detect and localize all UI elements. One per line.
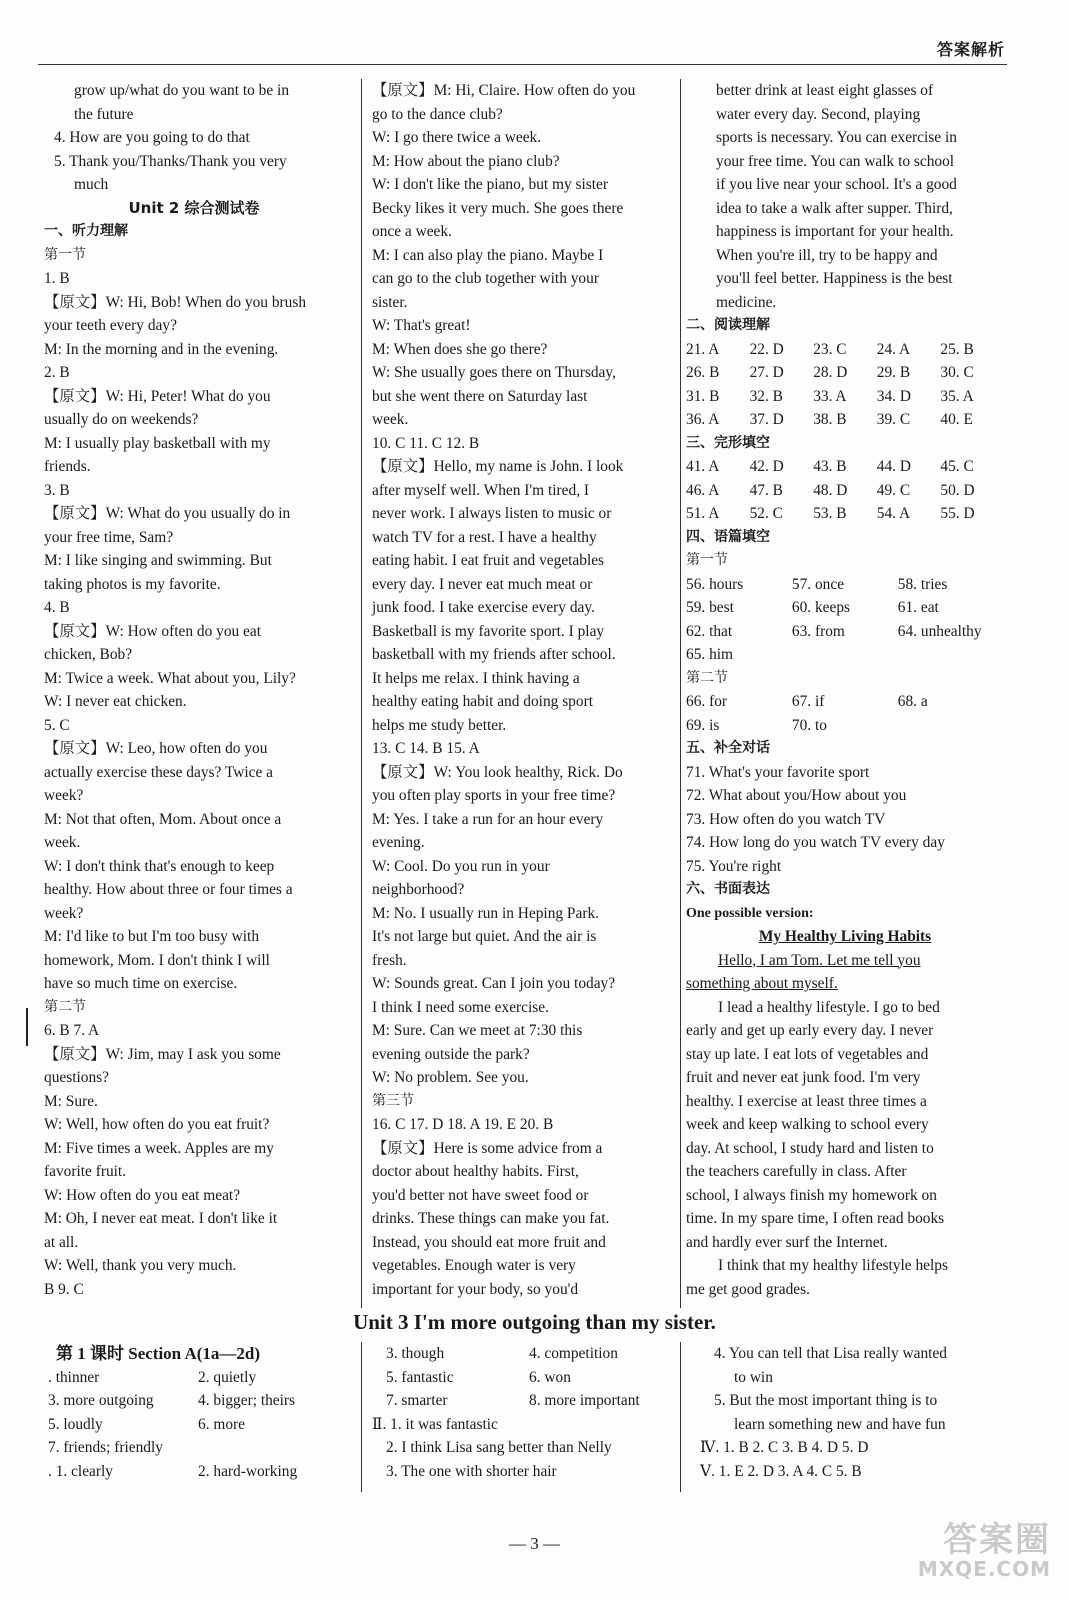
text-line: drinks. These things can make you fat.	[372, 1210, 610, 1227]
text-line: M: I'd like to but I'm too busy with	[44, 928, 260, 945]
text-line: early and get up early every day. I never	[686, 1022, 934, 1039]
answer: 49. C	[876, 481, 911, 499]
text-line: homework, Mom. I don't think I will	[44, 951, 270, 969]
watermark	[918, 1522, 1051, 1580]
text-line: 【原文】W: Hi, Bob! When do you brush	[44, 293, 307, 311]
text-line: 16. C 17. D 18. A 19. E 20. B	[372, 1116, 554, 1133]
text-line: evening outside the park?	[372, 1045, 530, 1063]
text-line: W: I don't think that's enough to keep	[44, 857, 275, 875]
answer: 60. keeps	[791, 599, 851, 616]
text-line: week and keep walking to school every	[686, 1116, 929, 1133]
unit3-column-1	[48, 1342, 348, 1483]
text-line: 4. B	[44, 599, 70, 616]
answer: 28. D	[813, 364, 848, 381]
text-line: chicken, Bob?	[44, 646, 133, 663]
answer: 50. D	[940, 481, 975, 499]
answer: 45. C	[940, 458, 974, 475]
text-line: doctor about healthy habits. First,	[372, 1163, 579, 1180]
answer: 69. is	[686, 716, 720, 734]
text-line: M: When does she go there?	[372, 340, 548, 358]
text-line: 【原文】M: Hi, Claire. How often do you	[372, 82, 636, 99]
text-line: 10. C 11. C 12. B	[372, 434, 480, 452]
text-line: 2. B	[44, 364, 70, 381]
unit3-title: Unit 3 I'm more outgoing than my sister.	[353, 1310, 716, 1334]
answer: 58. tries	[897, 575, 948, 593]
answer: 39. C	[876, 411, 911, 428]
text-line: M: Not that often, Mom. About once a	[44, 810, 282, 828]
answer-row	[686, 385, 1004, 409]
text-line: idea to take a walk after supper. Third,	[716, 199, 953, 217]
text-line: important for your body, so you'd	[372, 1280, 579, 1298]
answer: 44. D	[876, 458, 911, 475]
answer: 2. hard-working	[198, 1462, 298, 1480]
text-line: Ⅴ. 1. E 2. D 3. A 4. C 5. B	[700, 1462, 862, 1480]
answer: 2. quietly	[198, 1368, 257, 1386]
answer: 43. B	[813, 458, 847, 475]
text-line: you'll feel better. Happiness is the best	[716, 270, 953, 287]
part-heading: 二、阅读理解	[686, 317, 770, 333]
answer-row	[372, 1342, 672, 1366]
text-line: the teachers carefully in class. After	[686, 1163, 907, 1180]
text-line: week.	[44, 834, 81, 851]
answer-row	[686, 361, 1004, 385]
text-line: Hello, I am Tom. Let me tell you	[718, 951, 921, 969]
answer: 7. smarter	[386, 1392, 448, 1409]
text-line: your free time, Sam?	[44, 528, 174, 546]
lesson-title: 第 1 课时 Section A(1a—2d)	[56, 1344, 260, 1363]
text-line: M: Yes. I take a run for an hour every	[372, 810, 604, 828]
text-line: you often play sports in your free time?	[372, 787, 616, 804]
answer: 59. best	[686, 599, 734, 616]
margin-mark	[26, 1008, 28, 1046]
answer: 66. for	[686, 693, 728, 710]
section-heading: 第二节	[44, 998, 86, 1015]
text-line: junk food. I take exercise every day.	[372, 599, 595, 616]
answer-row	[48, 1460, 348, 1484]
answer: 53. B	[813, 505, 847, 522]
text-line: usually do on weekends?	[44, 411, 199, 428]
answer-row	[48, 1366, 348, 1390]
answer-row	[686, 455, 1004, 479]
text-line: 6. B 7. A	[44, 1022, 100, 1039]
text-line: Basketball is my favorite sport. I play	[372, 622, 605, 640]
text-line: 5. Thank you/Thanks/Thank you very	[54, 152, 287, 170]
answer: 8. more important	[529, 1392, 640, 1409]
answer: 31. B	[686, 387, 720, 405]
text-line: Ⅱ. 1. it was fantastic	[372, 1415, 498, 1433]
text-line: M: Sure. Can we meet at 7:30 this	[372, 1022, 583, 1039]
text-line: and hardly ever surf the Internet.	[686, 1233, 888, 1251]
text-line: neighborhood?	[372, 881, 465, 898]
answer: 22. D	[749, 340, 784, 358]
column-2	[372, 79, 672, 1301]
answer: 4. competition	[529, 1345, 618, 1362]
answer-row	[686, 643, 1004, 667]
text-line: 3. B	[44, 481, 70, 499]
answer: 68. a	[897, 693, 928, 710]
text-line: medicine.	[716, 293, 777, 311]
answer: 38. B	[813, 411, 847, 428]
text-line: once a week.	[372, 223, 452, 240]
answer: 25. B	[940, 340, 974, 358]
answer: 5. fantastic	[386, 1368, 454, 1386]
running-header: 答案解析	[936, 40, 1005, 59]
text-line: 【原文】W: You look healthy, Rick. Do	[372, 763, 623, 781]
answer	[898, 643, 1004, 667]
text-line: learn something new and have fun	[734, 1415, 946, 1433]
answer: 3. more outgoing	[48, 1392, 154, 1409]
answer-row	[48, 1436, 348, 1460]
answer: 42. D	[749, 458, 784, 475]
text-line: happiness is important for your health.	[716, 223, 954, 240]
column-divider-1	[361, 79, 362, 1308]
text-line: 73. How often do you watch TV	[686, 810, 886, 828]
text-line: 【原文】Hello, my name is John. I look	[372, 458, 624, 475]
text-line: W: Sounds great. Can I join you today?	[372, 975, 616, 992]
answer: 47. B	[749, 481, 783, 499]
answer: 24. A	[876, 340, 911, 358]
answer: 27. D	[749, 364, 784, 381]
column-divider-bottom-2	[680, 1342, 681, 1492]
text-line: healthy. I exercise at least three times a	[686, 1092, 927, 1110]
answer-row	[48, 1389, 348, 1413]
answer-row	[686, 620, 1004, 644]
text-line: W: How often do you eat meat?	[44, 1186, 241, 1204]
answer-row	[686, 502, 1004, 526]
text-line: 13. C 14. B 15. A	[372, 740, 480, 757]
essay-title: My Healthy Living Habits	[758, 928, 932, 945]
section-heading: 第一节	[686, 552, 728, 568]
answer-row	[686, 479, 1004, 503]
text-line: much	[74, 176, 109, 193]
text-line: 72. What about you/How about you	[686, 787, 907, 804]
answer	[198, 1436, 348, 1460]
answer-row	[686, 596, 1004, 620]
answer-row	[686, 714, 1004, 738]
text-line: W: I don't like the piano, but my sister	[372, 176, 609, 193]
answer: 37. D	[749, 411, 784, 428]
answer: 63. from	[791, 622, 845, 640]
section-heading: 第二节	[686, 669, 728, 686]
text-line: your teeth every day?	[44, 317, 177, 334]
unit2-title: Unit 2 综合测试卷	[128, 198, 260, 217]
column-3	[686, 79, 1004, 1301]
text-line: W: She usually goes there on Thursday,	[372, 364, 616, 381]
text-line: 2. I think Lisa sang better than Nelly	[386, 1439, 612, 1456]
text-line: fruit and never eat junk food. I'm very	[686, 1069, 921, 1086]
answer: 51. A	[686, 505, 720, 522]
text-line: W: Cool. Do you run in your	[372, 857, 550, 875]
text-line: eating habit. I eat fruit and vegetables	[372, 552, 605, 569]
answer-row	[48, 1413, 348, 1437]
answer: 67. if	[791, 693, 825, 710]
answer: 23. C	[813, 340, 847, 358]
answer-row	[372, 1366, 672, 1390]
text-line: sports is necessary. You can exercise in	[716, 129, 957, 146]
answer: . thinner	[48, 1368, 100, 1386]
text-line: the future	[74, 105, 134, 123]
answer: 21. A	[686, 340, 720, 358]
answer: 40. E	[940, 411, 973, 428]
column-divider-bottom-1	[361, 1342, 362, 1492]
text-line: W: Well, thank you very much.	[44, 1257, 237, 1274]
text-line: 4. You can tell that Lisa really wanted	[714, 1345, 947, 1362]
text-line: W: Well, how often do you eat fruit?	[44, 1116, 270, 1133]
text-line: evening.	[372, 834, 425, 851]
answer: 64. unhealthy	[897, 622, 982, 640]
text-line: Becky likes it very much. She goes there	[372, 199, 624, 217]
unit3-column-2	[372, 1342, 672, 1483]
text-line: watch TV for a rest. I have a healthy	[372, 528, 597, 546]
answer	[898, 714, 1004, 738]
answer: 6. won	[529, 1368, 571, 1386]
text-line: at all.	[44, 1233, 79, 1251]
text-line: I lead a healthy lifestyle. I go to bed	[718, 998, 940, 1016]
text-line: taking photos is my favorite.	[44, 575, 221, 593]
answer: 26. B	[686, 364, 720, 381]
text-line: helps me study better.	[372, 716, 507, 734]
text-line: 5. C	[44, 716, 70, 734]
version-label: One possible version:	[686, 905, 814, 921]
section-heading: 第三节	[372, 1092, 414, 1109]
answer: 34. D	[876, 387, 911, 405]
text-line: fresh.	[372, 951, 407, 969]
text-line: water every day. Second, playing	[716, 105, 921, 123]
answer: 35. A	[940, 387, 974, 405]
text-line: 1. B	[44, 270, 70, 287]
answer-row	[686, 408, 1004, 432]
text-line: but she went there on Saturday last	[372, 387, 588, 405]
text-line: 71. What's your favorite sport	[686, 763, 870, 781]
text-line: week?	[44, 904, 84, 922]
text-line: your free time. You can walk to school	[716, 152, 955, 170]
text-line: basketball with my friends after school.	[372, 646, 616, 663]
answer: 70. to	[791, 716, 827, 734]
text-line: 【原文】Here is some advice from a	[372, 1139, 603, 1157]
answer	[792, 643, 898, 667]
text-line: grow up/what do you want to be in	[74, 82, 290, 99]
text-line: time. In my spare time, I often read books	[686, 1210, 945, 1227]
answer: 48. D	[813, 481, 848, 499]
text-line: better drink at least eight glasses of	[716, 82, 934, 99]
text-line: 4. How are you going to do that	[54, 129, 250, 146]
text-line: healthy. How about three or four times a	[44, 881, 293, 898]
text-line: stay up late. I eat lots of vegetables and	[686, 1045, 929, 1063]
text-line: M: I can also play the piano. Maybe I	[372, 246, 604, 264]
text-line: W: No problem. See you.	[372, 1069, 529, 1086]
text-line: can go to the club together with your	[372, 270, 599, 287]
watermark-url: MXQE.COM	[917, 1557, 1051, 1581]
text-line: go to the dance club?	[372, 105, 503, 123]
text-line: have so much time on exercise.	[44, 975, 238, 992]
text-line: to win	[734, 1368, 773, 1386]
text-line: week?	[44, 787, 84, 804]
text-line: 74. How long do you watch TV every day	[686, 834, 945, 851]
answer: 57. once	[791, 575, 845, 593]
text-line: you'd better not have sweet food or	[372, 1186, 589, 1204]
text-line: I think that my healthy lifestyle helps	[718, 1257, 948, 1274]
text-line: B 9. C	[44, 1280, 84, 1298]
answer: 7. friends; friendly	[48, 1439, 163, 1456]
section-heading: 第一节	[44, 246, 86, 263]
answer-row	[686, 338, 1004, 362]
text-line: It's not large but quiet. And the air is	[372, 928, 597, 945]
text-line: M: I usually play basketball with my	[44, 434, 271, 452]
text-line: 5. But the most important thing is to	[714, 1392, 938, 1409]
text-line: healthy eating habit and doing sport	[372, 693, 593, 710]
answer: 3. though	[386, 1345, 445, 1362]
answer-row	[686, 573, 1004, 597]
text-line: questions?	[44, 1069, 109, 1086]
answer: 61. eat	[897, 599, 939, 616]
text-line: every day. I never eat much meat or	[372, 575, 593, 593]
answer-row	[372, 1389, 672, 1413]
text-line: something about myself.	[686, 975, 838, 992]
answer: 52. C	[749, 505, 783, 522]
watermark-logo: 答案圈	[943, 1520, 1051, 1560]
answer: 36. A	[686, 411, 720, 428]
text-line: never work. I always listen to music or	[372, 505, 612, 522]
part-heading: 五、补全对话	[686, 740, 770, 756]
text-line: friends.	[44, 458, 91, 475]
answer: 41. A	[686, 458, 720, 475]
column-divider-2	[680, 79, 681, 1308]
text-line: 【原文】W: Hi, Peter! What do you	[44, 387, 271, 405]
answer-row	[686, 690, 1004, 714]
answer: 65. him	[686, 646, 734, 663]
header-rule	[38, 64, 1007, 65]
text-line: M: I like singing and swimming. But	[44, 552, 272, 569]
text-line: W: That's great!	[372, 317, 471, 334]
answer: 32. B	[749, 387, 783, 405]
part-heading: 四、语篇填空	[686, 528, 770, 545]
answer: 4. bigger; theirs	[198, 1392, 296, 1409]
column-1	[44, 79, 344, 1301]
answer: 54. A	[876, 505, 911, 522]
text-line: W: I go there twice a week.	[372, 129, 542, 146]
text-line: M: Oh, I never eat meat. I don't like it	[44, 1210, 278, 1227]
answer: 62. that	[686, 622, 733, 640]
text-line: Ⅳ. 1. B 2. C 3. B 4. D 5. D	[700, 1439, 869, 1456]
text-line: When you're ill, try to be happy and	[716, 246, 938, 264]
answer: 5. loudly	[48, 1415, 103, 1433]
text-line: school, I always finish my homework on	[686, 1186, 937, 1204]
text-line: week.	[372, 411, 409, 428]
text-line: sister.	[372, 293, 408, 311]
text-line: M: No. I usually run in Heping Park.	[372, 904, 599, 922]
answer: . 1. clearly	[48, 1462, 113, 1480]
text-line: 【原文】W: How often do you eat	[44, 622, 261, 640]
answer: 56. hours	[686, 575, 744, 593]
text-line: 【原文】W: What do you usually do in	[44, 505, 291, 522]
text-line: M: In the morning and in the evening.	[44, 340, 279, 358]
text-line: M: Five times a week. Apples are my	[44, 1139, 274, 1157]
text-line: 75. You're right	[686, 857, 782, 875]
text-line: W: I never eat chicken.	[44, 693, 187, 710]
part-heading: 六、书面表达	[686, 881, 770, 897]
answer: 29. B	[876, 364, 911, 381]
text-line: actually exercise these days? Twice a	[44, 763, 273, 781]
part-heading: 三、完形填空	[686, 434, 770, 451]
text-line: after myself well. When I'm tired, I	[372, 481, 590, 499]
answer: 55. D	[940, 505, 975, 522]
text-line: 【原文】W: Jim, may I ask you some	[44, 1045, 281, 1063]
answer: 46. A	[686, 481, 720, 499]
text-line: day. At school, I study hard and listen to	[686, 1139, 934, 1157]
answer: 33. A	[813, 387, 847, 405]
text-line: M: How about the piano club?	[372, 152, 560, 170]
text-line: me get good grades.	[686, 1280, 810, 1298]
text-line: M: Sure.	[44, 1092, 98, 1110]
text-line: Instead, you should eat more fruit and	[372, 1233, 606, 1251]
unit3-column-3	[700, 1342, 1010, 1483]
text-line: It helps me relax. I think having a	[372, 669, 580, 687]
answer: 6. more	[198, 1415, 246, 1433]
text-line: if you live near your school. It's a good	[716, 176, 957, 193]
part-heading: 一、听力理解	[44, 223, 128, 239]
text-line: M: Twice a week. What about you, Lily?	[44, 669, 296, 687]
answer: 30. C	[940, 364, 974, 381]
text-line: I think I need some exercise.	[372, 998, 549, 1016]
text-line: favorite fruit.	[44, 1163, 127, 1180]
text-line: 【原文】W: Leo, how often do you	[44, 740, 268, 757]
text-line: vegetables. Enough water is very	[372, 1257, 576, 1274]
page-number: — 3 —	[509, 1534, 560, 1553]
text-line: 3. The one with shorter hair	[386, 1462, 557, 1480]
